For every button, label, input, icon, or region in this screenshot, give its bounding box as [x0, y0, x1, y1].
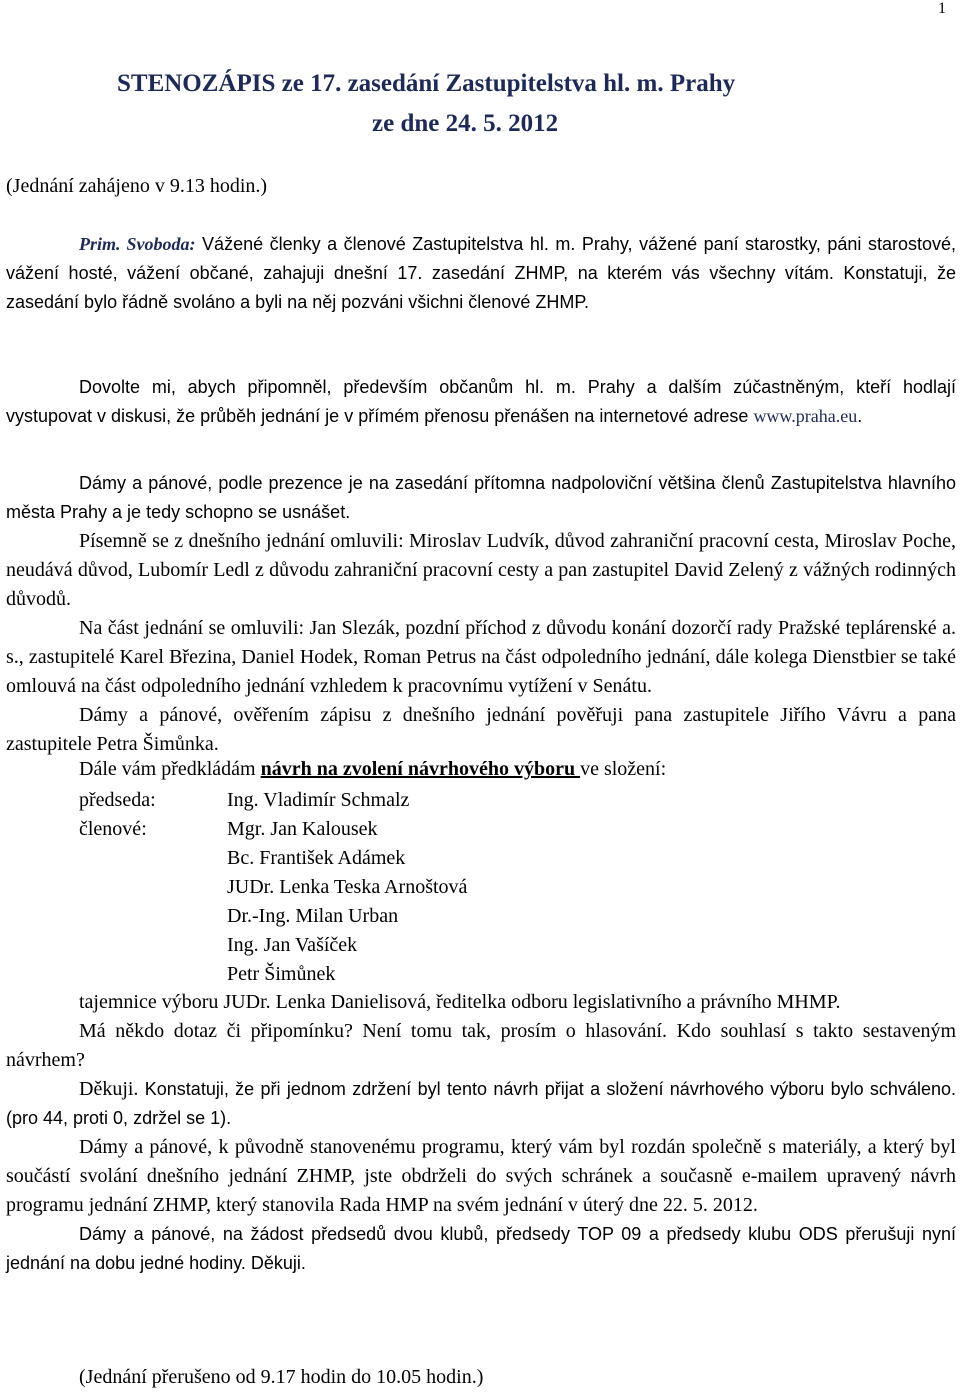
- committee-member-row: [79, 844, 467, 873]
- paragraph: Na část jednání se omluvili: Jan Slezák, pozdní příchod z důvodu konání dozorčí rady Pražské teplárenské a. s., zastupitelé Karel Březina, Daniel Hodek, Roman Petrus na část odpoledního jednání, dále kolega Dienstbier se také omlouvá na část odpoledního jednání vzhledem k pracovnímu vytížení v Senátu.: [6, 617, 956, 697]
- member-name: Mgr. Jan Kalousek: [227, 818, 378, 840]
- member-name: Bc. František Adámek: [227, 847, 406, 869]
- paragraph: Dámy a pánové, ověřením zápisu z dnešního jednání pověřuji pana zastupitele Jiřího Vávru a pana zastupitele Petra Šimůnka.: [6, 704, 956, 755]
- paragraph: Dámy a pánové, na žádost předsedů dvou klubů, předsedy TOP 09 a předsedy klubu ODS přerušuji nyní jednání na dobu jedné hodiny. Děkuji.: [6, 1224, 956, 1273]
- members-label: členové:: [79, 818, 147, 840]
- committee-chair-row: [79, 786, 467, 815]
- chair-label: předseda:: [79, 789, 156, 811]
- website-link[interactable]: www.praha.eu: [753, 406, 858, 426]
- page-number: 1: [938, 0, 946, 17]
- paragraph: tajemnice výboru JUDr. Lenka Danielisová, ředitelka odboru legislativního a právního MHMP.: [79, 991, 841, 1013]
- document-date: ze dne 24. 5. 2012: [372, 110, 559, 137]
- paragraph: [6, 230, 956, 317]
- committee-list: [79, 786, 467, 989]
- member-name: Dr.-Ing. Milan Urban: [227, 905, 399, 927]
- paragraph: Písemně se z dnešního jednání omluvili: Miroslav Ludvík, důvod zahraniční pracovní cesta, Miroslav Poche, neudává důvod, Lubomír Ledl z důvodu zahraniční pracovní cesty a pan zastupitel David Zelený z vážných rodinných důvodů.: [6, 530, 956, 610]
- paragraph: [6, 1075, 956, 1133]
- committee-member-row: [79, 815, 467, 844]
- opening-speech: [6, 230, 956, 317]
- session-break-note: (Jednání přerušeno od 9.17 hodin do 10.05 hodin.): [79, 1366, 484, 1388]
- voting-section: [6, 988, 956, 1278]
- committee-proposal-intro: [6, 755, 956, 784]
- committee-member-row: [79, 931, 467, 960]
- paragraph-text: Konstatuji, že při jednom zdržení byl tento návrh přijat a složení návrhového výboru bylo schváleno. (pro 44, proti 0, zdržel se 1).: [6, 1079, 956, 1128]
- paragraph: Dámy a pánové, k původně stanovenému programu, který vám byl rozdán společně s materiály, a který byl součástí svolání dnešního jednání ZHMP, jste obdrželi do svých schránek a současně e-mailem upravený návrh programu jednání ZHMP, který stanovila Rada HMP na svém jednání v úterý dne 22. 5. 2012.: [6, 1136, 956, 1216]
- paragraph-text: Děkuji.: [79, 1078, 145, 1100]
- paragraph-text: Vážené členky a členové Zastupitelstva hl. m. Prahy, vážené paní starostky, páni starostové, vážení hosté, vážení občané, zahajuji dnešní 17. zasedání ZHMP, na kterém vás všechny vítám. Konstatuji, že zasedání bylo řádně svoláno a byli na něj pozváni všichni členové ZHMP.: [6, 234, 956, 312]
- paragraph-text: ve složení:: [580, 758, 667, 780]
- attendance-section: [6, 469, 956, 759]
- paragraph: Dámy a pánové, podle prezence je na zasedání přítomna nadpoloviční většina členů Zastupitelstva hlavního města Prahy a je tedy schopno se usnášet.: [6, 473, 956, 522]
- member-name: JUDr. Lenka Teska Arnoštová: [227, 876, 468, 898]
- broadcast-notice: [6, 373, 956, 431]
- paragraph: [6, 373, 956, 431]
- paragraph-text: .: [857, 406, 863, 426]
- committee-member-row: [79, 902, 467, 931]
- paragraph: Má někdo dotaz či připomínku? Není tomu tak, prosím o hlasování. Kdo souhlasí s takto sestaveným návrhem?: [6, 1020, 956, 1071]
- speaker-name: Prim. Svoboda:: [79, 234, 196, 254]
- member-name: Petr Šimůnek: [227, 963, 336, 985]
- committee-member-row: [79, 960, 467, 989]
- session-opening-note: (Jednání zahájeno v 9.13 hodin.): [6, 175, 268, 197]
- document-title: STENOZÁPIS ze 17. zasedání Zastupitelstva hl. m. Prahy: [117, 70, 736, 97]
- proposal-title: návrh na zvolení návrhového výboru: [260, 758, 581, 780]
- paragraph-text: Dále vám předkládám: [79, 758, 261, 780]
- paragraph-text: Dovolte mi, abych připomněl, především občanům hl. m. Prahy a dalším zúčastněným, kteří hodlají vystupovat v diskusi, že průběh jednání je v přímém přenosu přenášen na internetové adrese: [6, 377, 956, 426]
- paragraph: [6, 755, 956, 784]
- chair-name: Ing. Vladimír Schmalz: [227, 789, 410, 811]
- committee-member-row: [79, 873, 467, 902]
- member-name: Ing. Jan Vašíček: [227, 934, 358, 956]
